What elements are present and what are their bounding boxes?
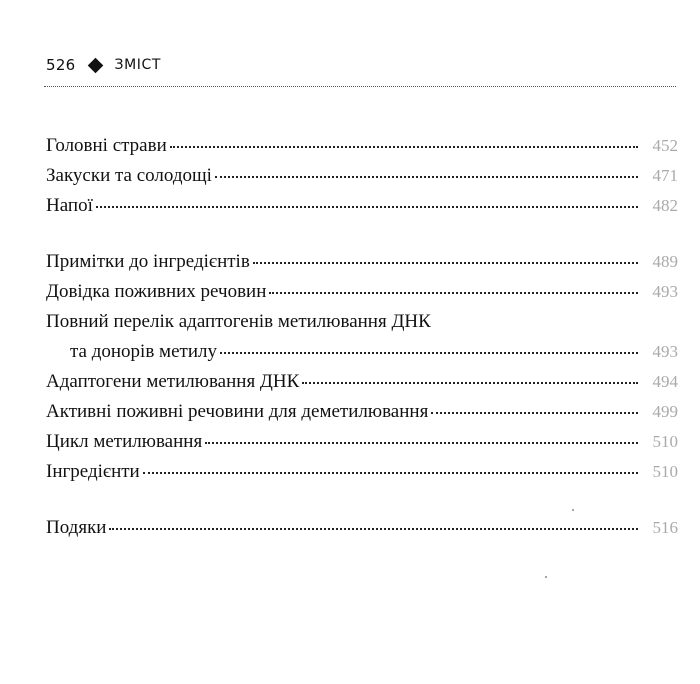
dot-leader	[109, 528, 638, 530]
dot-leader	[220, 352, 638, 354]
dot-leader	[215, 176, 638, 178]
dot-leader	[143, 472, 638, 474]
dot-leader	[431, 412, 638, 414]
header-rule	[44, 86, 676, 87]
toc-entry-page: 482	[652, 196, 678, 215]
toc-entry-title-line	[46, 307, 678, 337]
toc-entry	[46, 277, 678, 307]
toc-entry-title: Інгредієнти	[46, 461, 140, 482]
scan-speck	[572, 509, 574, 511]
toc-group-acknowledgements	[46, 513, 678, 543]
toc-entry	[46, 131, 678, 161]
toc-entry-title: та донорів метилу	[70, 341, 217, 362]
toc-entry-page: 493	[652, 282, 678, 301]
toc-entry-title: Закуски та солодощі	[46, 165, 212, 186]
toc-entry-title: Активні поживні речовини для деметилювання	[46, 401, 429, 422]
toc-entry-title: Головні страви	[46, 135, 167, 156]
toc-entry-title: Напої	[46, 195, 93, 216]
toc-entry-page: 471	[652, 166, 678, 185]
dot-leader	[302, 382, 638, 384]
toc-entry-title: Цикл метилювання	[46, 431, 203, 452]
toc-entry	[46, 397, 678, 427]
dot-leader	[170, 146, 638, 148]
toc-group-appendices	[46, 247, 678, 487]
toc-entry-title: Подяки	[46, 517, 107, 538]
toc-entry-page: 452	[652, 136, 678, 155]
table-of-contents	[46, 131, 678, 569]
toc-entry-page: 494	[652, 372, 678, 391]
toc-entry-title: Адаптогени метилювання ДНК	[46, 371, 300, 392]
toc-entry-continuation	[46, 337, 678, 367]
dot-leader	[96, 206, 638, 208]
section-title: ЗМІСТ	[114, 57, 162, 73]
toc-group-recipes	[46, 131, 678, 221]
toc-entry-title: Повний перелік адаптогенів метилювання ДНК	[46, 311, 431, 332]
scan-speck	[545, 576, 547, 578]
toc-entry-page: 489	[652, 252, 678, 271]
toc-entry	[46, 427, 678, 457]
toc-entry-page: 516	[652, 518, 678, 537]
toc-entry	[46, 367, 678, 397]
toc-entry-page: 499	[652, 402, 678, 421]
toc-entry-title: Довідка поживних речовин	[46, 281, 267, 302]
toc-entry	[46, 457, 678, 487]
toc-entry	[46, 513, 678, 543]
toc-entry-page: 510	[652, 462, 678, 481]
toc-entry	[46, 247, 678, 277]
page-number: 526	[46, 56, 76, 74]
dot-leader	[269, 292, 638, 294]
running-head	[46, 54, 161, 76]
toc-entry	[46, 161, 678, 191]
toc-entry-page: 493	[652, 342, 678, 361]
diamond-ornament-icon	[87, 57, 103, 73]
dot-leader	[205, 442, 638, 444]
dot-leader	[253, 262, 638, 264]
toc-entry-title: Примітки до інгредієнтів	[46, 251, 250, 272]
toc-entry-page: 510	[652, 432, 678, 451]
toc-entry	[46, 191, 678, 221]
